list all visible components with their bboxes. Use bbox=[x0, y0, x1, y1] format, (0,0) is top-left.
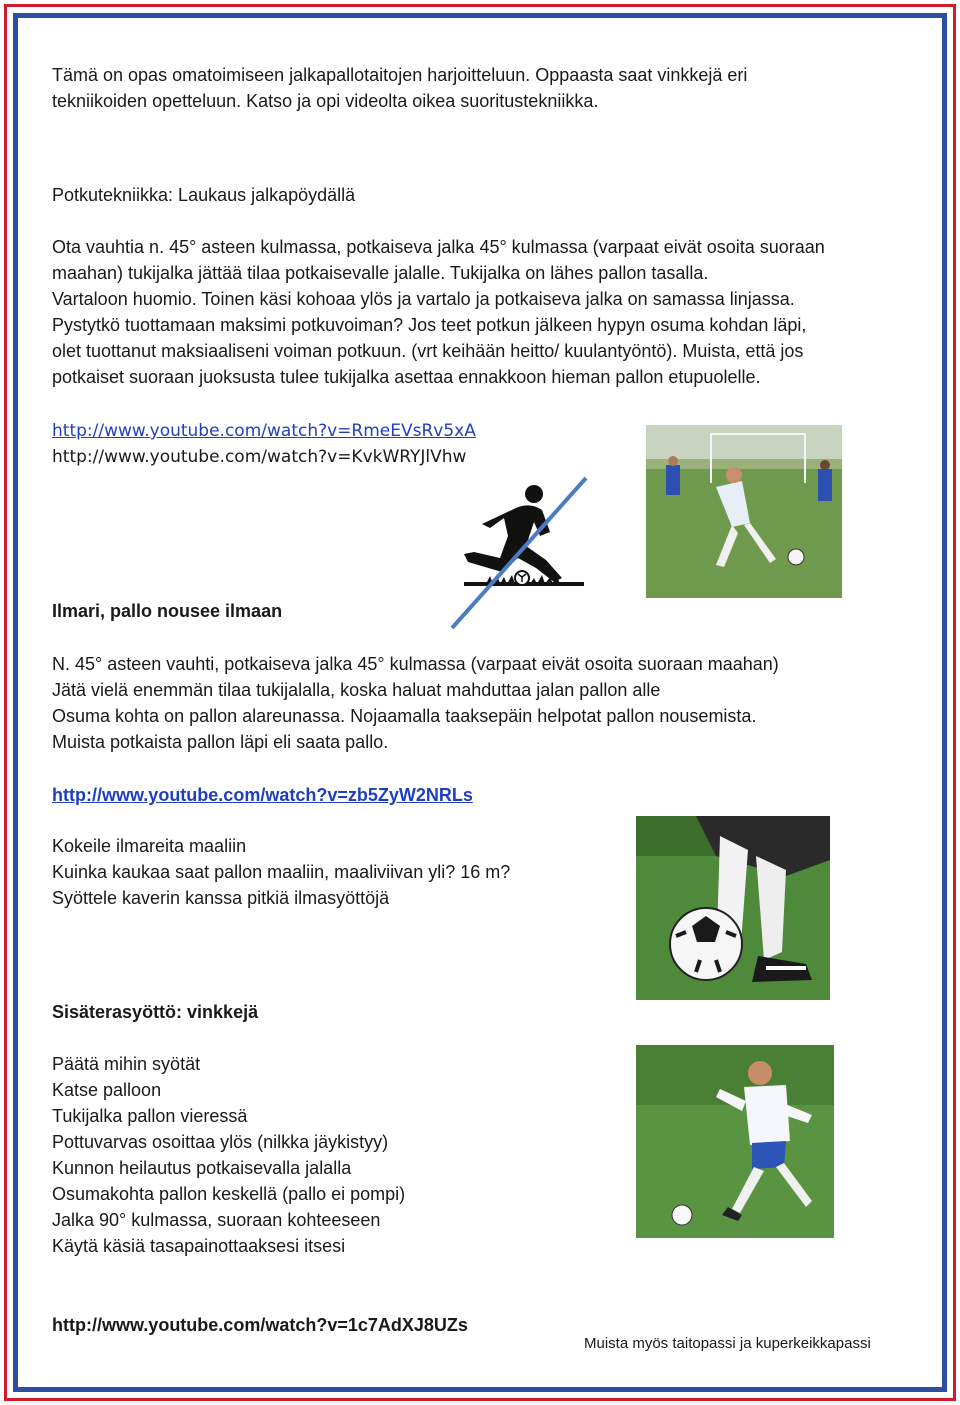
footer-note: Muista myös taitopassi ja kuperkeikkapassi bbox=[584, 1335, 871, 1352]
section3-tip: Käytä käsiä tasapainottaaksesi itsesi bbox=[52, 1236, 346, 1256]
section1-line: Ota vauhtia n. 45° asteen kulmassa, potkaiseva jalka 45° kulmassa (varpaat eivät osoita suoraan bbox=[52, 237, 825, 257]
section2-line: Osuma kohta on pallon alareunassa. Nojaamalla taaksepäin helpotat pallon nousemista. bbox=[52, 706, 757, 726]
photo-player-passing bbox=[636, 1045, 834, 1238]
section1-line: potkaiset suoraan juoksusta tulee tukijalka asettaa ennakkoon hieman pallon etupuolelle. bbox=[52, 367, 761, 387]
section2-tip: Syöttele kaverin kanssa pitkiä ilmasyöttöjä bbox=[52, 888, 390, 908]
section2-line: Muista potkaista pallon läpi eli saata pallo. bbox=[52, 732, 389, 752]
section3-tip: Kunnon heilautus potkaisevalla jalalla bbox=[52, 1158, 352, 1178]
section3-tip: Jalka 90° kulmassa, suoraan kohteeseen bbox=[52, 1210, 381, 1230]
intro-line-1: Tämä on opas omatoimiseen jalkapallotaitojen harjoitteluun. Oppaasta saat vinkkejä eri bbox=[52, 65, 748, 85]
section2-line: Jätä vielä enemmän tilaa tukijalalla, koska haluat mahduttaa jalan pallon alle bbox=[52, 680, 661, 700]
section2-heading: Ilmari, pallo nousee ilmaan bbox=[52, 601, 283, 621]
section1-line: Vartaloon huomio. Toinen käsi kohoaa ylös ja vartalo ja potkaiseva jalka on samassa linjassa. bbox=[52, 289, 795, 309]
section2-tip: Kuinka kaukaa saat pallon maaliin, maaliviivan yli? 16 m? bbox=[52, 862, 511, 882]
video-link-3[interactable]: http://www.youtube.com/watch?v=zb5ZyW2NRLs bbox=[52, 785, 473, 805]
section1-line: olet tuottanut maksiaaliseni voiman potkuun. (vrt keihään heitto/ kuulantyöntö). Muista, että jos bbox=[52, 341, 804, 361]
video-link-2: http://www.youtube.com/watch?v=KvkWRYJlVhw bbox=[52, 447, 467, 467]
video-link-1[interactable]: http://www.youtube.com/watch?v=RmeEVsRv5xA bbox=[52, 421, 476, 441]
section2-line: N. 45° asteen vauhti, potkaiseva jalka 45° kulmassa (varpaat eivät osoita suoraan maahan) bbox=[52, 654, 779, 674]
section1-line: Pystytkö tuottamaan maksimi potkuvoiman? Jos teet potkun jälkeen hypyn osuma kohdan läpi, bbox=[52, 315, 807, 335]
photo-foot-on-ball bbox=[636, 816, 830, 1000]
section2-tip: Kokeile ilmareita maaliin bbox=[52, 836, 247, 856]
section3-tip: Tukijalka pallon vieressä bbox=[52, 1106, 248, 1126]
section3-tip: Osumakohta pallon keskellä (pallo ei pompi) bbox=[52, 1184, 406, 1204]
video-link-4: http://www.youtube.com/watch?v=1c7AdXJ8UZs bbox=[52, 1315, 468, 1335]
photo-player-shooting bbox=[646, 425, 842, 598]
section1-line: maahan) tukijalka jättää tilaa potkaisevalle jalalle. Tukijalka on lähes pallon tasalla. bbox=[52, 263, 709, 283]
intro-line-2: tekniikoiden opetteluun. Katso ja opi videolta oikea suoritustekniikka. bbox=[52, 91, 599, 111]
section1-heading: Potkutekniikka: Laukaus jalkapöydällä bbox=[52, 185, 356, 205]
section3-tip: Päätä mihin syötät bbox=[52, 1054, 201, 1074]
section3-heading: Sisäterasyöttö: vinkkejä bbox=[52, 1002, 259, 1022]
section3-tip: Katse palloon bbox=[52, 1080, 162, 1100]
kicker-silhouette-icon bbox=[446, 474, 592, 632]
section3-tip: Pottuvarvas osoittaa ylös (nilkka jäykistyy) bbox=[52, 1132, 389, 1152]
